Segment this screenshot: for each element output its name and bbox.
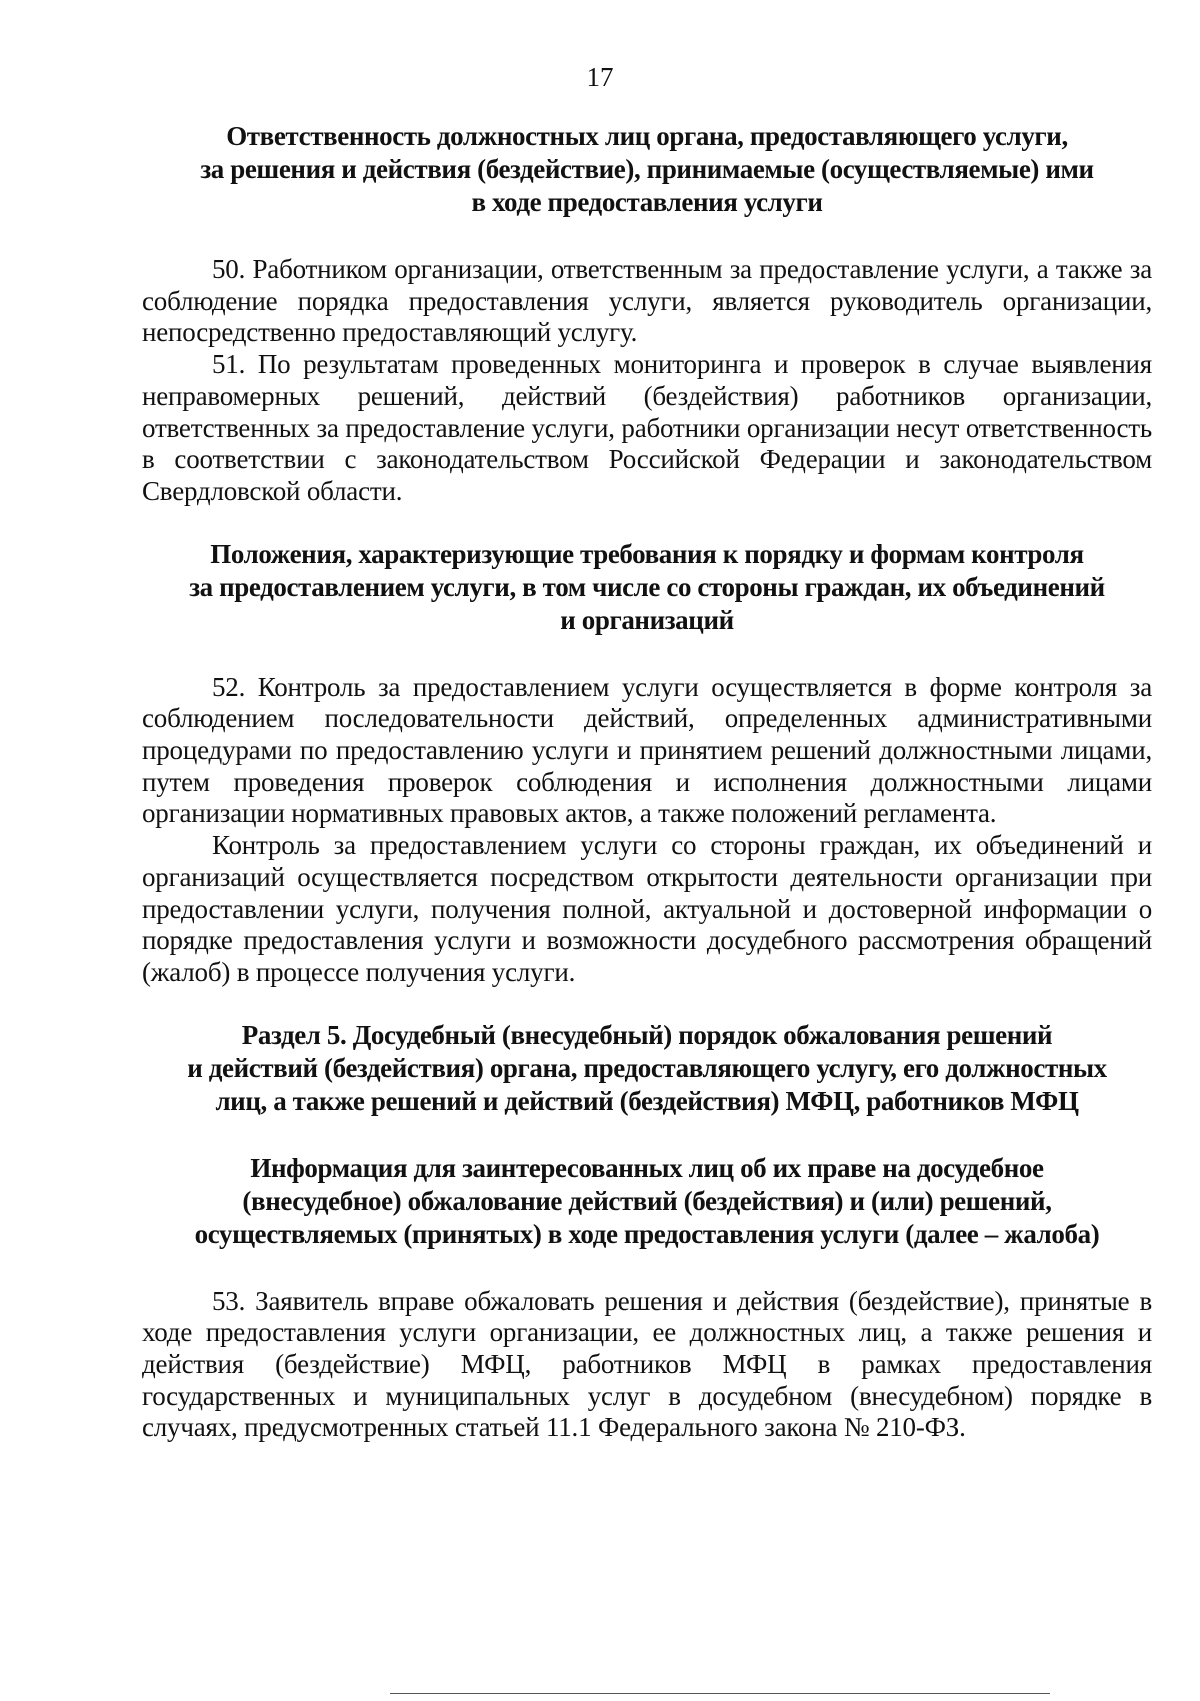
page-number: 17 bbox=[586, 62, 614, 92]
heading-line: лиц, а также решений и действий (бездействия) МФЦ, работников МФЦ bbox=[215, 1085, 1079, 1116]
heading-line: Положения, характеризующие требования к порядку и формам контроля bbox=[210, 538, 1084, 569]
heading-line: осуществляемых (принятых) в ходе предоставления услуги (далее – жалоба) bbox=[194, 1218, 1100, 1249]
heading-line: Информация для заинтересованных лиц об их праве на досудебное bbox=[250, 1152, 1044, 1183]
section-heading-responsibility bbox=[142, 120, 1152, 219]
heading-line: за предоставлением услуги, в том числе со стороны граждан, их объединений bbox=[189, 571, 1105, 602]
heading-line: в ходе предоставления услуги bbox=[471, 187, 823, 217]
page-bottom-rule bbox=[390, 1693, 1050, 1694]
heading-line: и организаций bbox=[560, 604, 734, 635]
document-body bbox=[142, 120, 1152, 1444]
heading-line: Ответственность должностных лиц органа, предоставляющего услуги, bbox=[226, 121, 1068, 151]
heading-line: (внесудебное) обжалование действий (бездействия) и (или) решений, bbox=[242, 1185, 1052, 1216]
paragraph-53: 53. Заявитель вправе обжаловать решения и действия (бездействие), принятые в ходе предоставления услуги организации, ее должностных лиц, а также решения и действия (бездействие) МФЦ, работников МФЦ в рамках предоставления государственных и муниципальных услуг в досудебном (внесудебном) порядке в случаях, предусмотренных статьей 11.1 Федерального закона № 210-ФЗ. bbox=[142, 1285, 1152, 1443]
paragraph-52: 52. Контроль за предоставлением услуги осуществляется в форме контроля за соблюдением последовательности действий, определенных административными процедурами по предоставлению услуги и принятием решений должностными лицами, путем проведения проверок соблюдения и исполнения должностными лицами организации нормативных правовых актов, а также положений регламента. bbox=[142, 671, 1152, 829]
paragraph-51: 51. По результатам проведенных мониторинга и проверок в случае выявления неправомерных решений, действий (бездействия) работников организации, ответственных за предоставление услуги, работники организации несут ответственность в соответствии с законодательством Российской Федерации и законодательством Свердловской области. bbox=[142, 349, 1152, 506]
section-heading-complaint-info bbox=[142, 1152, 1152, 1251]
paragraph-50: 50. Работником организации, ответственным за предоставление услуги, а также за соблюдение порядка предоставления услуги, является руководитель организации, непосредственно предоставляющий услугу. bbox=[142, 254, 1152, 348]
heading-line: Раздел 5. Досудебный (внесудебный) порядок обжалования решений bbox=[241, 1019, 1053, 1050]
heading-line: и действий (бездействия) органа, предоставляющего услугу, его должностных bbox=[187, 1052, 1107, 1083]
heading-line: за решения и действия (бездействие), принимаемые (осуществляемые) ими bbox=[200, 154, 1094, 184]
paragraph-52-control-by-citizens: Контроль за предоставлением услуги со стороны граждан, их объединений и организаций осуществляется посредством открытости деятельности организации при предоставлении услуги, получения полной, актуальной и достоверной информации о порядке предоставления услуги и возможности досудебного рассмотрения обращений (жалоб) в процессе получения услуги. bbox=[142, 830, 1152, 987]
section-heading-part-5 bbox=[142, 1019, 1152, 1118]
section-heading-control bbox=[142, 538, 1152, 637]
